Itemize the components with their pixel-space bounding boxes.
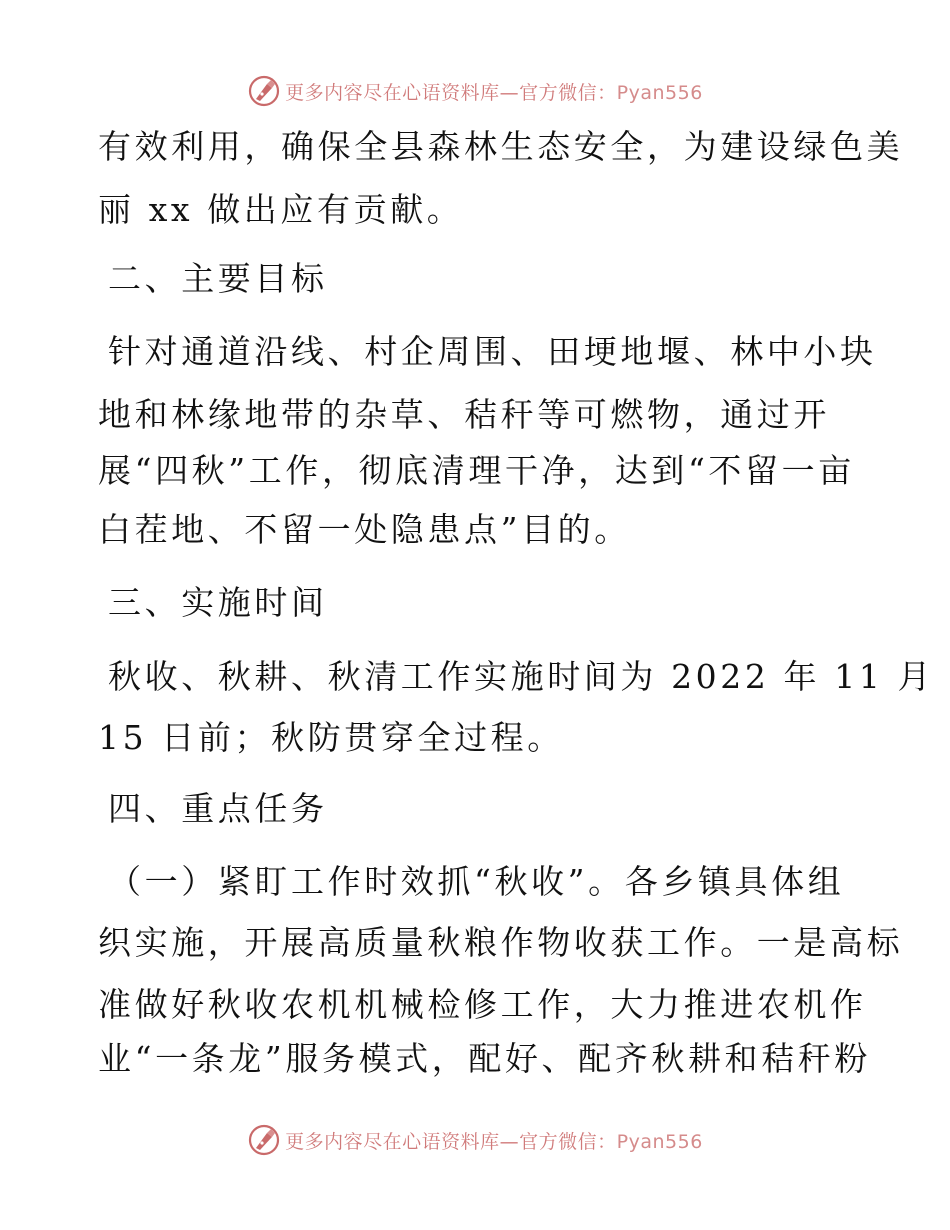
paragraph-line: 秋收、秋耕、秋清工作实施时间为 2022 年 11 月 bbox=[108, 657, 935, 696]
paragraph-line: 白茬地、不留一处隐患点”目的。 bbox=[98, 510, 631, 549]
paragraph-line: 针对通道沿线、村企周围、田埂地堰、林中小块 bbox=[108, 332, 877, 371]
paragraph-line: 织实施，开展高质量秋粮作物收获工作。一是高标 bbox=[98, 923, 904, 962]
section-heading: 二、主要目标 bbox=[108, 259, 328, 298]
paragraph-line: 丽 xx 做出应有贡献。 bbox=[98, 190, 464, 229]
watermark-text: 更多内容尽在心语资料库—官方微信：Pyan556 bbox=[285, 81, 703, 104]
paragraph-line: 业“一条龙”服务模式，配好、配齐秋耕和秸秆粉 bbox=[98, 1039, 871, 1078]
paragraph-line: 15 日前；秋防贯穿全过程。 bbox=[98, 718, 564, 757]
section-heading: 四、重点任务 bbox=[108, 789, 328, 828]
section-heading: 三、实施时间 bbox=[108, 583, 328, 622]
watermark-text: 更多内容尽在心语资料库—官方微信：Pyan556 bbox=[285, 1130, 703, 1153]
paragraph-line: 有效利用，确保全县森林生态安全，为建设绿色美 bbox=[98, 127, 904, 166]
pen-nib-logo-icon bbox=[247, 1123, 281, 1157]
paragraph-line: （一）紧盯工作时效抓“秋收”。各乡镇具体组 bbox=[108, 862, 845, 901]
paragraph-line: 地和林缘地带的杂草、秸秆等可燃物，通过开 bbox=[98, 395, 830, 434]
paragraph-line: 展“四秋”工作，彻底清理干净，达到“不留一亩 bbox=[98, 451, 855, 490]
paragraph-line: 准做好秋收农机机械检修工作，大力推进农机作 bbox=[98, 985, 867, 1024]
watermark-footer bbox=[0, 1120, 950, 1160]
